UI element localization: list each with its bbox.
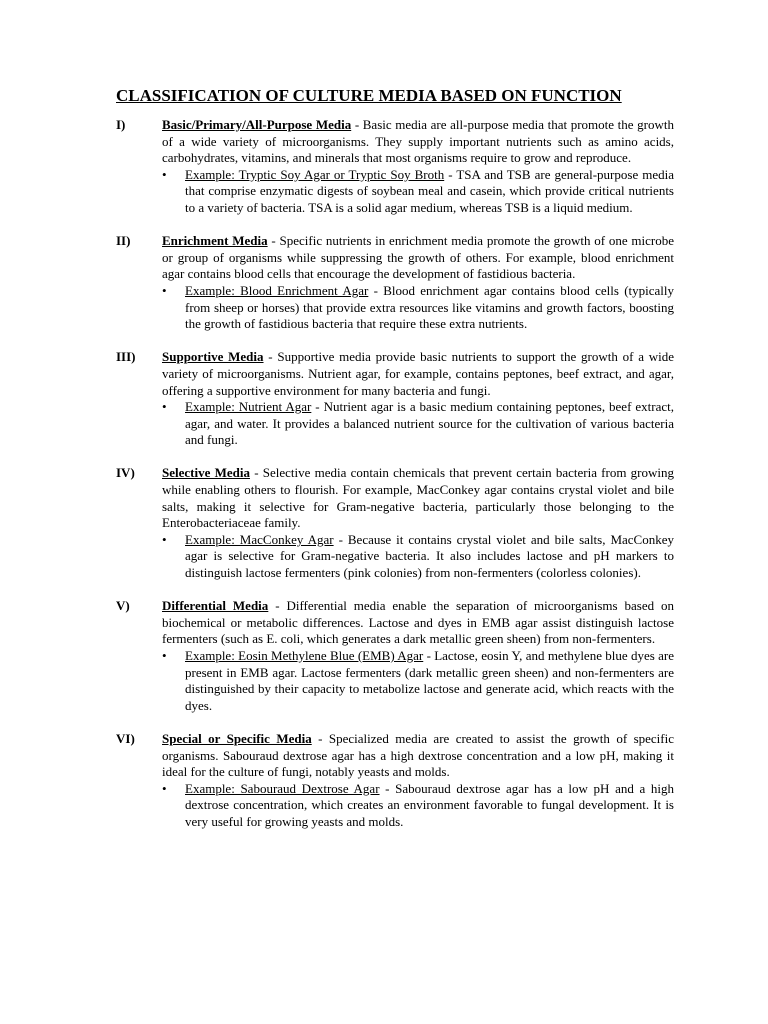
example-label: Example: Eosin Methylene Blue (EMB) Agar [185,648,424,663]
example-label: Example: MacConkey Agar [185,531,334,547]
example-bullet [162,399,674,449]
section-text: - Specialized media are created to assist the growth of specific organisms. Sabouraud dextrose agar has a high dextrose concentration and a low pH, making it ideal for the culture of fungi, notably yeasts and molds. [162,730,674,780]
example-label: Example: Sabouraud Dextrose Agar [185,780,380,796]
example-bullet [162,282,675,333]
section-text: - Differential media enable the separation of microorganisms based on biochemical or metabolic differences. Lactose and dyes in EMB agar assist distinguish lactose fermenters (such as E. coli, which generates a dark metallic green sheen) from non-fermenters. [162,598,674,647]
section-heading: Enrichment Media [162,233,268,249]
document-title: CLASSIFICATION OF CULTURE MEDIA BASED ON FUNCTION [116,86,622,105]
example-label: Example: Tryptic Soy Agar or Tryptic Soy Broth [185,166,445,182]
example-bullet [162,166,674,217]
example-text: - Blood enrichment agar contains blood cells (typically from sheep or horses) that provide extra resources like vitamins and growth factors, boosting the growth of fastidious bacteria that require these extra nutrients. [185,282,675,332]
bullet-icon: • [162,531,167,547]
example-text: - Nutrient agar is a basic medium containing peptones, beef extract, agar, and water. It provides a balanced nutrient source for the cultivation of various bacteria and fungi. [185,399,674,448]
bullet-icon: • [162,780,167,796]
example-label: Example: Blood Enrichment Agar [185,282,369,298]
bullet-icon: • [162,166,167,182]
section-text: - Specific nutrients in enrichment media promote the growth of one microbe or group of organisms while suppressing the growth of others. For example, blood enrichment agar contains blood cells that encourage the development of fastidious bacteria. [162,233,674,282]
example-text: - Lactose, eosin Y, and methylene blue dyes are present in EMB agar. Lactose fermenters (dark metallic green sheen) and non-fermenters are distinguished by their capacity to metabolize lactose and generate acid, which reacts with the dyes. [185,648,674,713]
section-number: V) [116,598,130,614]
example-label: Example: Nutrient Agar [185,399,312,415]
media-section [0,233,768,333]
section-heading: Differential Media [162,598,269,614]
section-number: VI) [116,730,135,746]
bullet-icon: • [162,282,167,298]
media-section [0,598,768,714]
section-heading: Supportive Media [162,349,264,365]
section-heading: Special or Specific Media [162,730,312,746]
section-description [162,117,674,167]
media-section [0,349,768,449]
media-section [0,731,768,831]
section-description [162,233,674,283]
section-number: III) [116,349,136,365]
example-text: - Because it contains crystal violet and bile salts, MacConkey agar is selective for Gram-negative bacteria. It also includes lactose and pH markers to distinguish lactose fermenters (pink colonies) from non-fermenters (colorless colonies). [185,531,674,581]
example-bullet [162,780,674,831]
media-section [0,117,768,217]
example-bullet [162,531,674,582]
section-heading: Selective Media [162,465,250,481]
bullet-icon: • [162,399,167,415]
section-description [162,598,674,648]
bullet-icon: • [162,648,167,663]
section-text: - Selective media contain chemicals that prevent certain bacteria from growing while enabling others to flourish. For example, MacConkey agar contains crystal violet and bile salts, making it selective for Gram-negative bacteria, particularly those belonging to the Enterobacteriaceae family. [162,465,675,531]
section-description [162,349,674,399]
example-text: - Sabouraud dextrose agar has a low pH and a high dextrose concentration, which creates an environment favorable to fungal development. It is very useful for growing yeasts and molds. [185,780,674,829]
section-number: I) [116,117,126,132]
example-bullet [162,648,674,714]
section-description [162,465,674,531]
example-text: - TSA and TSB are general-purpose media that comprise enzymatic digests of soybean meal and casein, which provide critical nutrients to a variety of bacteria. TSA is a solid agar medium, whereas TSB is a liquid medium. [185,166,674,215]
section-number: IV) [116,465,135,481]
media-section [0,465,768,581]
section-text: - Supportive media provide basic nutrients to support the growth of a wide variety of microorganisms. Nutrient agar, for example, contains peptones, beef extract, and agar, offering a supportive environment for many bacteria and fungi. [162,349,674,398]
section-heading: Basic/Primary/All-Purpose Media [162,117,352,132]
section-text: - Basic media are all-purpose media that promote the growth of a wide variety of microorganisms. They supply important nutrients such as amino acids, carbohydrates, vitamins, and minerals that most organisms require to grow and reproduce. [162,117,674,166]
section-description [162,731,674,781]
sections-list [0,117,768,847]
section-number: II) [116,233,131,249]
